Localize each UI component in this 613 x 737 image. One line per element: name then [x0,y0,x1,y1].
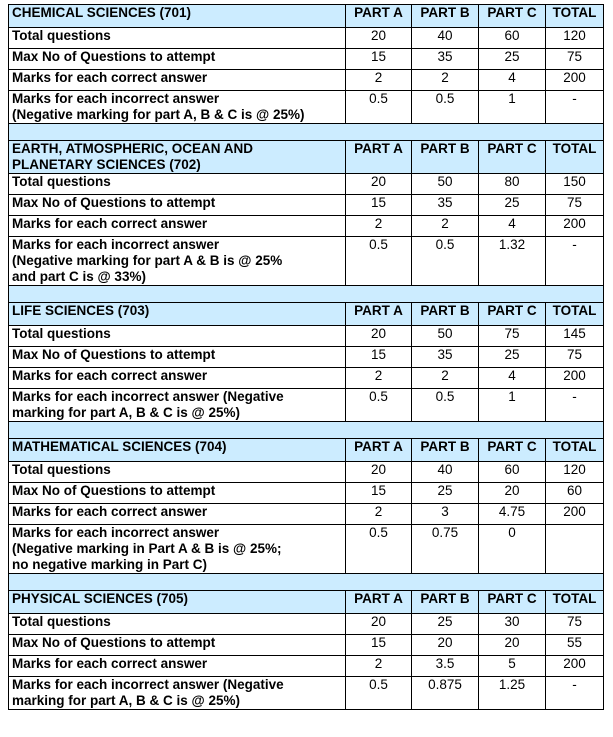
section-header-row [9,5,604,28]
cell-value: 3.5 [412,656,479,677]
cell-value: 15 [346,635,412,656]
marking-scheme-table [8,4,604,710]
cell-value: 120 [546,28,604,49]
column-header: PART A [346,303,412,326]
section-title: PHYSICAL SCIENCES (705) [9,591,346,614]
table-row [9,368,604,389]
row-label: Total questions [9,614,346,635]
separator-cell [9,286,604,303]
cell-value: 2 [412,216,479,237]
column-header: PART A [346,141,412,174]
cell-value [546,525,604,574]
cell-value: 75 [546,347,604,368]
separator-cell [9,124,604,141]
cell-value: 20 [479,635,546,656]
cell-value: 200 [546,216,604,237]
row-label: Marks for each correct answer [9,216,346,237]
table-row [9,91,604,124]
cell-value: 4 [479,368,546,389]
column-header: PART C [479,303,546,326]
table-row [9,504,604,525]
cell-value: 2 [346,70,412,91]
cell-value: 150 [546,174,604,195]
cell-value: 55 [546,635,604,656]
cell-value: 0.5 [412,237,479,286]
column-header: PART B [412,439,479,462]
cell-value: 15 [346,195,412,216]
section-title: CHEMICAL SCIENCES (701) [9,5,346,28]
table-row [9,635,604,656]
cell-value: 35 [412,195,479,216]
table-row [9,483,604,504]
cell-value: 1 [479,91,546,124]
cell-value: 200 [546,656,604,677]
section-header-row [9,303,604,326]
cell-value: 0.875 [412,677,479,710]
section-header-row [9,591,604,614]
row-label: Total questions [9,28,346,49]
cell-value: 15 [346,347,412,368]
cell-value: - [546,91,604,124]
cell-value: 4 [479,70,546,91]
cell-value: 60 [546,483,604,504]
row-label: Marks for each incorrect answer (Negative marking for part A, B & C is @ 25%) [9,91,346,124]
cell-value: 30 [479,614,546,635]
table-row [9,237,604,286]
row-label: Max No of Questions to attempt [9,635,346,656]
row-label: Total questions [9,462,346,483]
cell-value: 200 [546,504,604,525]
table-row [9,525,604,574]
cell-value: 1.32 [479,237,546,286]
cell-value: 50 [412,174,479,195]
cell-value: 145 [546,326,604,347]
section-title: MATHEMATICAL SCIENCES (704) [9,439,346,462]
table-row [9,49,604,70]
column-header: TOTAL [546,591,604,614]
row-label: Marks for each correct answer [9,504,346,525]
section-separator [9,422,604,439]
column-header: PART C [479,591,546,614]
cell-value: 80 [479,174,546,195]
separator-cell [9,574,604,591]
table-row [9,28,604,49]
column-header: PART B [412,303,479,326]
cell-value: - [546,237,604,286]
column-header: TOTAL [546,5,604,28]
cell-value: 4.75 [479,504,546,525]
row-label: Max No of Questions to attempt [9,195,346,216]
column-header: PART B [412,141,479,174]
table-body [9,5,604,710]
cell-value: 0.5 [412,91,479,124]
row-label: Max No of Questions to attempt [9,49,346,70]
cell-value: 120 [546,462,604,483]
cell-value: 0.5 [346,91,412,124]
cell-value: 40 [412,462,479,483]
column-header: PART B [412,5,479,28]
cell-value: 25 [479,347,546,368]
cell-value: 75 [479,326,546,347]
cell-value: 0.5 [346,237,412,286]
cell-value: 200 [546,368,604,389]
cell-value: 5 [479,656,546,677]
cell-value: 20 [346,462,412,483]
section-header-row [9,141,604,174]
cell-value: 2 [412,70,479,91]
cell-value: - [546,677,604,710]
row-label: Marks for each correct answer [9,70,346,91]
cell-value: 2 [346,368,412,389]
cell-value: 2 [346,216,412,237]
cell-value: 75 [546,195,604,216]
section-separator [9,286,604,303]
row-label: Total questions [9,326,346,347]
column-header: TOTAL [546,303,604,326]
cell-value: 2 [346,504,412,525]
column-header: PART A [346,5,412,28]
cell-value: 2 [412,368,479,389]
column-header: TOTAL [546,141,604,174]
row-label: Marks for each incorrect answer (Negative marking in Part A & B is @ 25%; no negative marking in Part C) [9,525,346,574]
cell-value: 0.5 [412,389,479,422]
cell-value: 2 [346,656,412,677]
cell-value: 0.5 [346,525,412,574]
cell-value: 75 [546,614,604,635]
table-row [9,216,604,237]
row-label: Total questions [9,174,346,195]
cell-value: 60 [479,462,546,483]
section-separator [9,124,604,141]
cell-value: 35 [412,347,479,368]
section-separator [9,574,604,591]
column-header: PART B [412,591,479,614]
cell-value: 0 [479,525,546,574]
cell-value: 4 [479,216,546,237]
cell-value: 20 [346,28,412,49]
cell-value: 25 [479,49,546,70]
cell-value: 40 [412,28,479,49]
row-label: Marks for each correct answer [9,368,346,389]
column-header: TOTAL [546,439,604,462]
table-row [9,326,604,347]
table-row [9,195,604,216]
column-header: PART C [479,141,546,174]
table-row [9,462,604,483]
cell-value: 0.5 [346,389,412,422]
row-label: Marks for each incorrect answer (Negative marking for part A, B & C is @ 25%) [9,677,346,710]
table-row [9,70,604,91]
cell-value: 60 [479,28,546,49]
column-header: PART C [479,5,546,28]
table-row [9,174,604,195]
cell-value: 1 [479,389,546,422]
cell-value: 25 [412,483,479,504]
row-label: Max No of Questions to attempt [9,483,346,504]
column-header: PART C [479,439,546,462]
row-label: Max No of Questions to attempt [9,347,346,368]
column-header: PART A [346,591,412,614]
section-title: LIFE SCIENCES (703) [9,303,346,326]
cell-value: 75 [546,49,604,70]
table-row [9,614,604,635]
section-title: EARTH, ATMOSPHERIC, OCEAN AND PLANETARY SCIENCES (702) [9,141,346,174]
cell-value: 15 [346,483,412,504]
table-row [9,347,604,368]
cell-value: 200 [546,70,604,91]
cell-value: 15 [346,49,412,70]
section-header-row [9,439,604,462]
cell-value: 1.25 [479,677,546,710]
cell-value: 35 [412,49,479,70]
cell-value: 25 [479,195,546,216]
cell-value: 20 [346,614,412,635]
row-label: Marks for each correct answer [9,656,346,677]
row-label: Marks for each incorrect answer (Negative marking for part A & B is @ 25% and part C is @ 33%) [9,237,346,286]
cell-value: 0.5 [346,677,412,710]
table-row [9,656,604,677]
cell-value: 0.75 [412,525,479,574]
table-row [9,389,604,422]
cell-value: 50 [412,326,479,347]
cell-value: 20 [479,483,546,504]
cell-value: - [546,389,604,422]
cell-value: 20 [346,326,412,347]
table-row [9,677,604,710]
cell-value: 3 [412,504,479,525]
cell-value: 20 [412,635,479,656]
separator-cell [9,422,604,439]
column-header: PART A [346,439,412,462]
cell-value: 20 [346,174,412,195]
row-label: Marks for each incorrect answer (Negative marking for part A, B & C is @ 25%) [9,389,346,422]
cell-value: 25 [412,614,479,635]
